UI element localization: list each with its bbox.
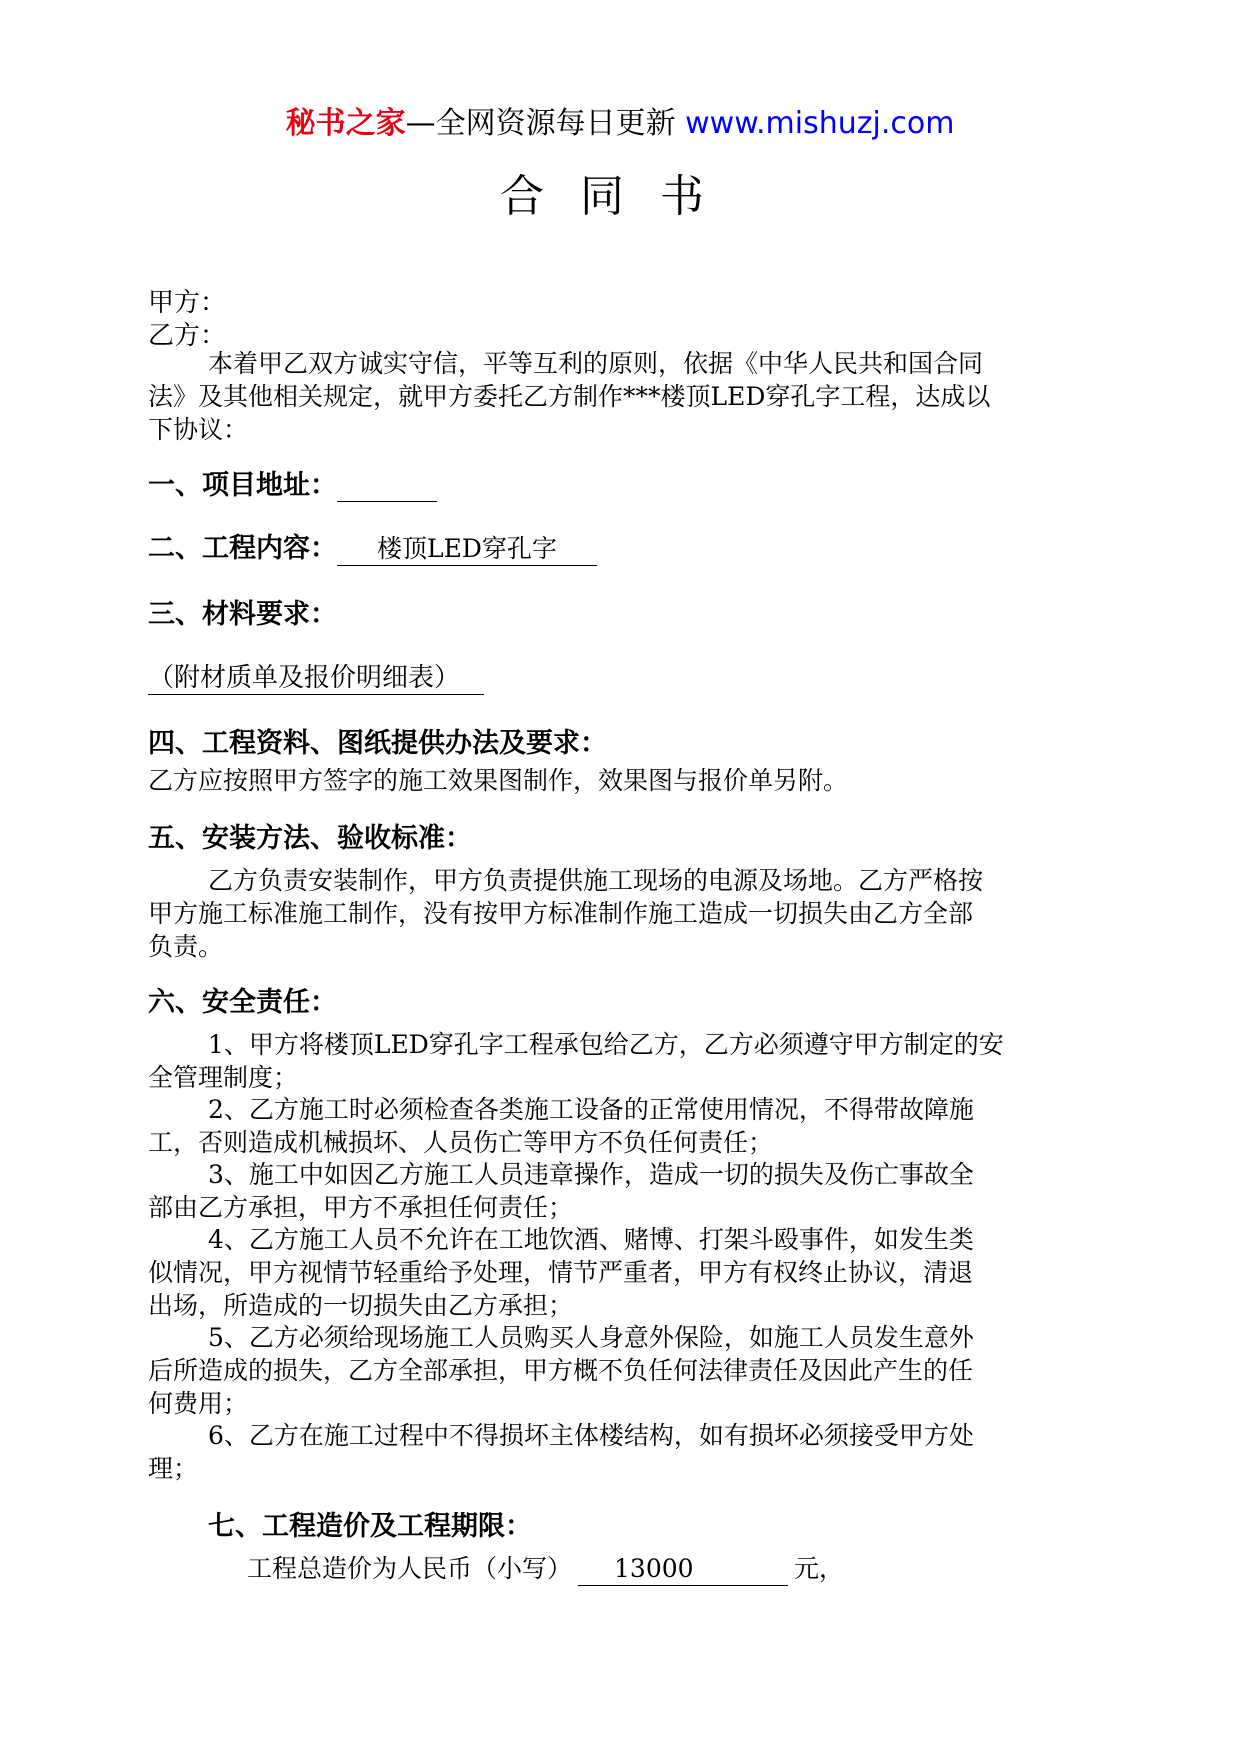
section-6-heading: 六、安全责任： bbox=[148, 987, 337, 1018]
price-suffix: 元， bbox=[794, 1554, 845, 1583]
section-5-heading: 五、安装方法、验收标准： bbox=[148, 823, 472, 854]
section-7-heading: 七、工程造价及工程期限： bbox=[208, 1511, 532, 1542]
section-6-line: 何费用； bbox=[148, 1389, 249, 1418]
intro-line: 本着甲乙双方诚实守信，平等互利的原则，依据《中华人民共和国合同 bbox=[208, 349, 984, 378]
price-prefix: 工程总造价为人民币（小写） bbox=[247, 1554, 573, 1583]
section-5-line: 甲方施工标准施工制作，没有按甲方标准制作施工造成一切损失由乙方全部 bbox=[148, 899, 974, 928]
section-2-heading: 二、工程内容： bbox=[148, 533, 337, 564]
section-6-line: 出场，所造成的一切损失由乙方承担； bbox=[148, 1291, 574, 1320]
address-blank bbox=[337, 470, 437, 502]
intro-line: 法》及其他相关规定，就甲方委托乙方制作***楼顶LED穿孔字工程，达成以 bbox=[148, 382, 991, 411]
section-6-line: 6、乙方在施工过程中不得损坏主体楼结构，如有损坏必须接受甲方处 bbox=[208, 1421, 974, 1450]
section-6-line: 全管理制度； bbox=[148, 1063, 299, 1092]
section-3-heading: 三、材料要求： bbox=[148, 599, 337, 630]
document-title: 合同书 bbox=[500, 171, 740, 222]
total-price-line bbox=[247, 1552, 844, 1586]
site-banner bbox=[0, 98, 1240, 142]
section-5-line: 负责。 bbox=[148, 932, 224, 961]
banner-tagline: —全网资源每日更新 bbox=[405, 106, 676, 141]
project-content-value: 楼顶LED穿孔字 bbox=[337, 532, 597, 566]
section-1-heading: 一、项目地址： bbox=[148, 470, 337, 501]
intro-line: 下协议： bbox=[148, 415, 249, 444]
party-b-label: 乙方： bbox=[148, 321, 227, 351]
section-6-line: 5、乙方必须给现场施工人员购买人身意外保险，如施工人员发生意外 bbox=[208, 1323, 974, 1352]
section-6-line: 部由乙方承担，甲方不承担任何责任； bbox=[148, 1193, 574, 1222]
section-6-line: 3、施工中如因乙方施工人员违章操作，造成一切的损失及伤亡事故全 bbox=[208, 1160, 974, 1189]
site-url-link[interactable]: www.mishuzj.com bbox=[685, 106, 955, 141]
section-6-line: 后所造成的损失，乙方全部承担，甲方概不负任何法律责任及因此产生的任 bbox=[148, 1356, 974, 1385]
brand-name: 秘书之家 bbox=[285, 106, 406, 141]
section-heading-content bbox=[148, 526, 597, 566]
section-6-line: 理； bbox=[148, 1454, 199, 1483]
section-6-line: 2、乙方施工时必须检查各类施工设备的正常使用情况，不得带故障施 bbox=[208, 1095, 974, 1124]
section-6-line: 1、甲方将楼顶LED穿孔字工程承包给乙方，乙方必须遵守甲方制定的安 bbox=[208, 1030, 1004, 1059]
section-6-line: 工，否则造成机械损坏、人员伤亡等甲方不负任何责任； bbox=[148, 1128, 774, 1157]
party-a-label: 甲方： bbox=[148, 288, 227, 318]
section-4-text: 乙方应按照甲方签字的施工效果图制作，效果图与报价单另附。 bbox=[148, 766, 849, 795]
price-value: 13000 bbox=[578, 1552, 788, 1586]
section-5-line: 乙方负责安装制作，甲方负责提供施工现场的电源及场地。乙方严格按 bbox=[208, 866, 984, 895]
section-6-line: 4、乙方施工人员不允许在工地饮酒、赌博、打架斗殴事件，如发生类 bbox=[208, 1225, 974, 1254]
materials-note bbox=[148, 657, 484, 695]
section-heading-address bbox=[148, 463, 437, 502]
section-4-heading: 四、工程资料、图纸提供办法及要求： bbox=[148, 728, 607, 759]
section-6-line: 似情况，甲方视情节轻重给予处理，情节严重者，甲方有权终止协议，清退 bbox=[148, 1258, 974, 1287]
materials-note-text: （附材质单及报价明细表） bbox=[148, 657, 484, 695]
